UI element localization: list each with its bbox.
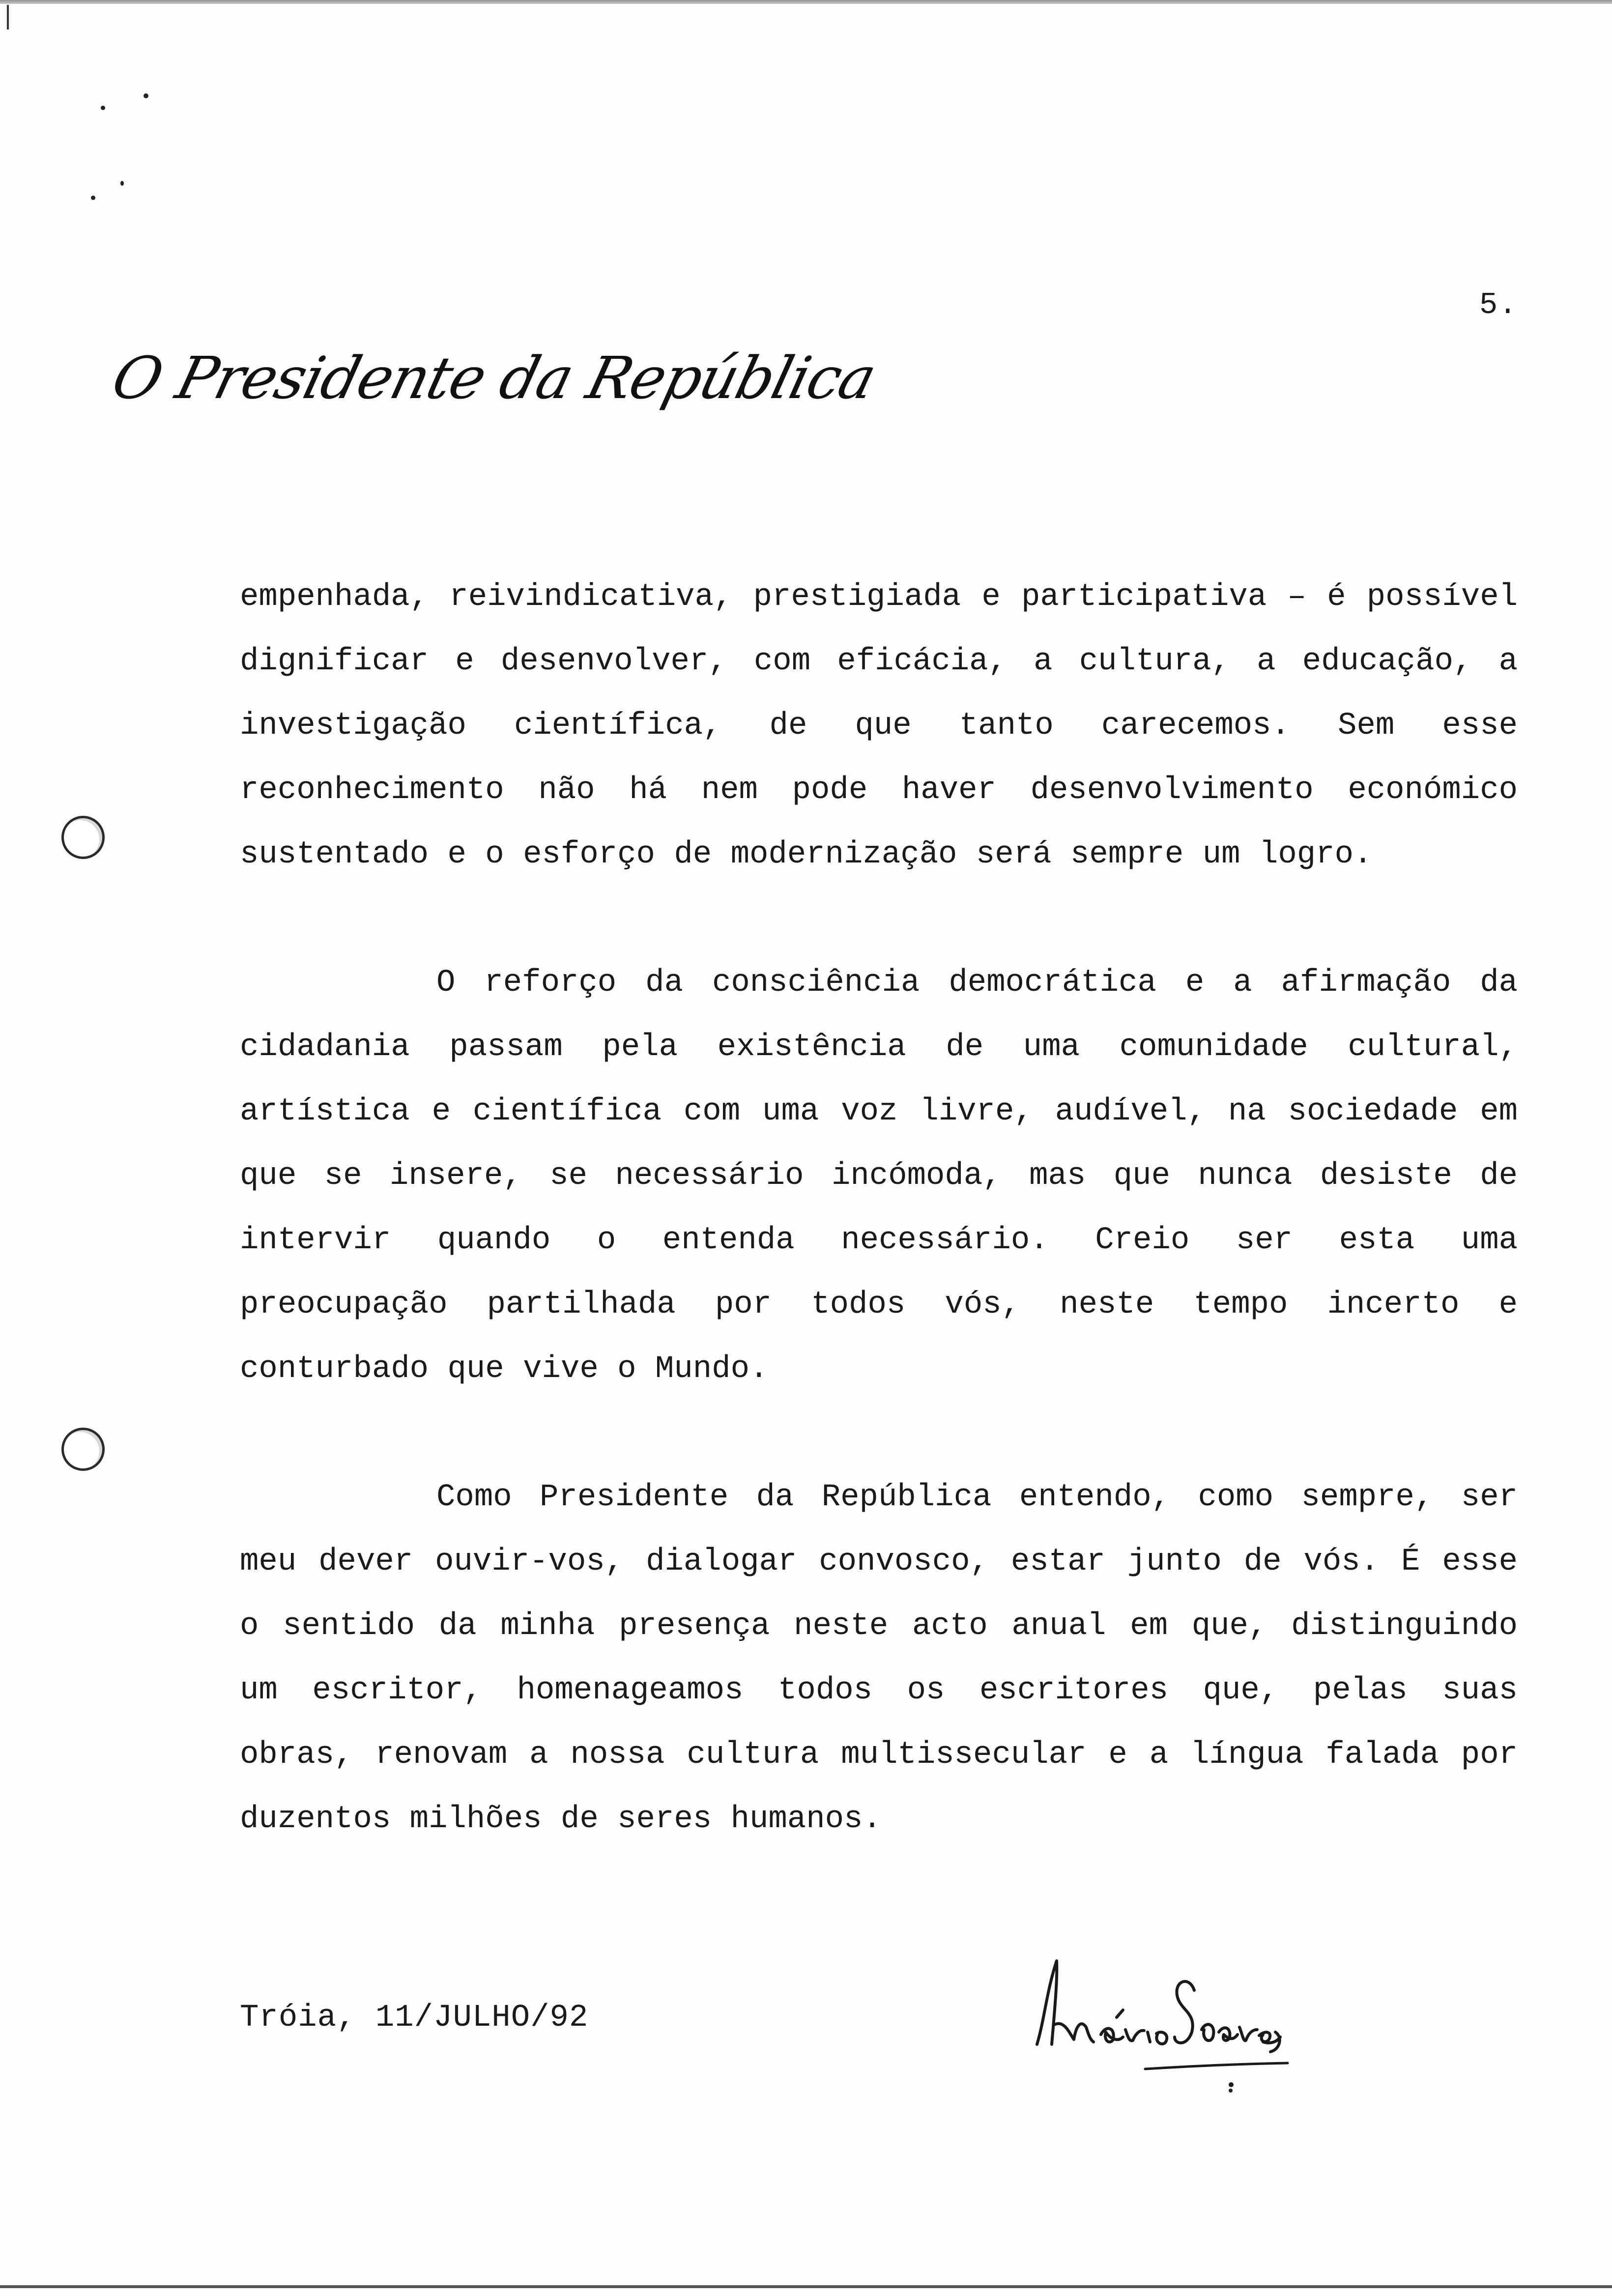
letterhead xyxy=(106,344,882,423)
speck xyxy=(101,106,105,110)
scan-mark xyxy=(7,5,9,29)
paragraph-2: O reforço da consciência democrática e a afirmação da cidadania passam pela existência de uma comunidade cultural, artística e científica com uma voz livre, audível, na sociedade em que se insere, se necessário incómoda, mas que nunca desiste de intervir quando o entenda necessário. Creio ser esta uma preocupação partilhada por todos vós, neste tempo incerto e conturbado que vive o Mundo. xyxy=(240,965,1518,1387)
place-date: Tróia, 11/JULHO/92 xyxy=(240,2000,589,2036)
paragraph-3: Como Presidente da República entendo, como sempre, ser meu dever ouvir-vos, dialogar convosco, estar junto de vós. É esse o sentido da minha presença neste acto anual em que, distinguindo um escritor, homenageamos todos os escritores que, pelas suas obras, renovam a nossa cultura multissecular e a língua falada por duzentos milhões de seres humanos. xyxy=(240,1480,1518,1837)
speck xyxy=(91,196,95,200)
punch-hole-upper xyxy=(61,816,105,859)
letter-body xyxy=(240,565,1518,1852)
letterhead-text: O Presidente da República xyxy=(106,344,882,412)
speck xyxy=(120,181,124,186)
scan-edge-bottom xyxy=(0,2285,1612,2288)
punch-hole-lower xyxy=(61,1428,105,1471)
paragraph-1: empenhada, reivindicativa, prestigiada e participativa – é possível dignificar e desenvolver, com eficácia, a cultura, a educação, a investigação científica, de que tanto carecemos. Sem esse reconhecimento não há nem pode haver desenvolvimento económico sustentado e o esforço de modernização será sempre um logro. xyxy=(240,579,1518,872)
speck xyxy=(1229,2089,1233,2093)
signature xyxy=(1027,1946,1293,2089)
page-number: 5. xyxy=(1479,287,1518,322)
speck xyxy=(144,93,148,98)
scan-edge-top xyxy=(0,0,1612,4)
